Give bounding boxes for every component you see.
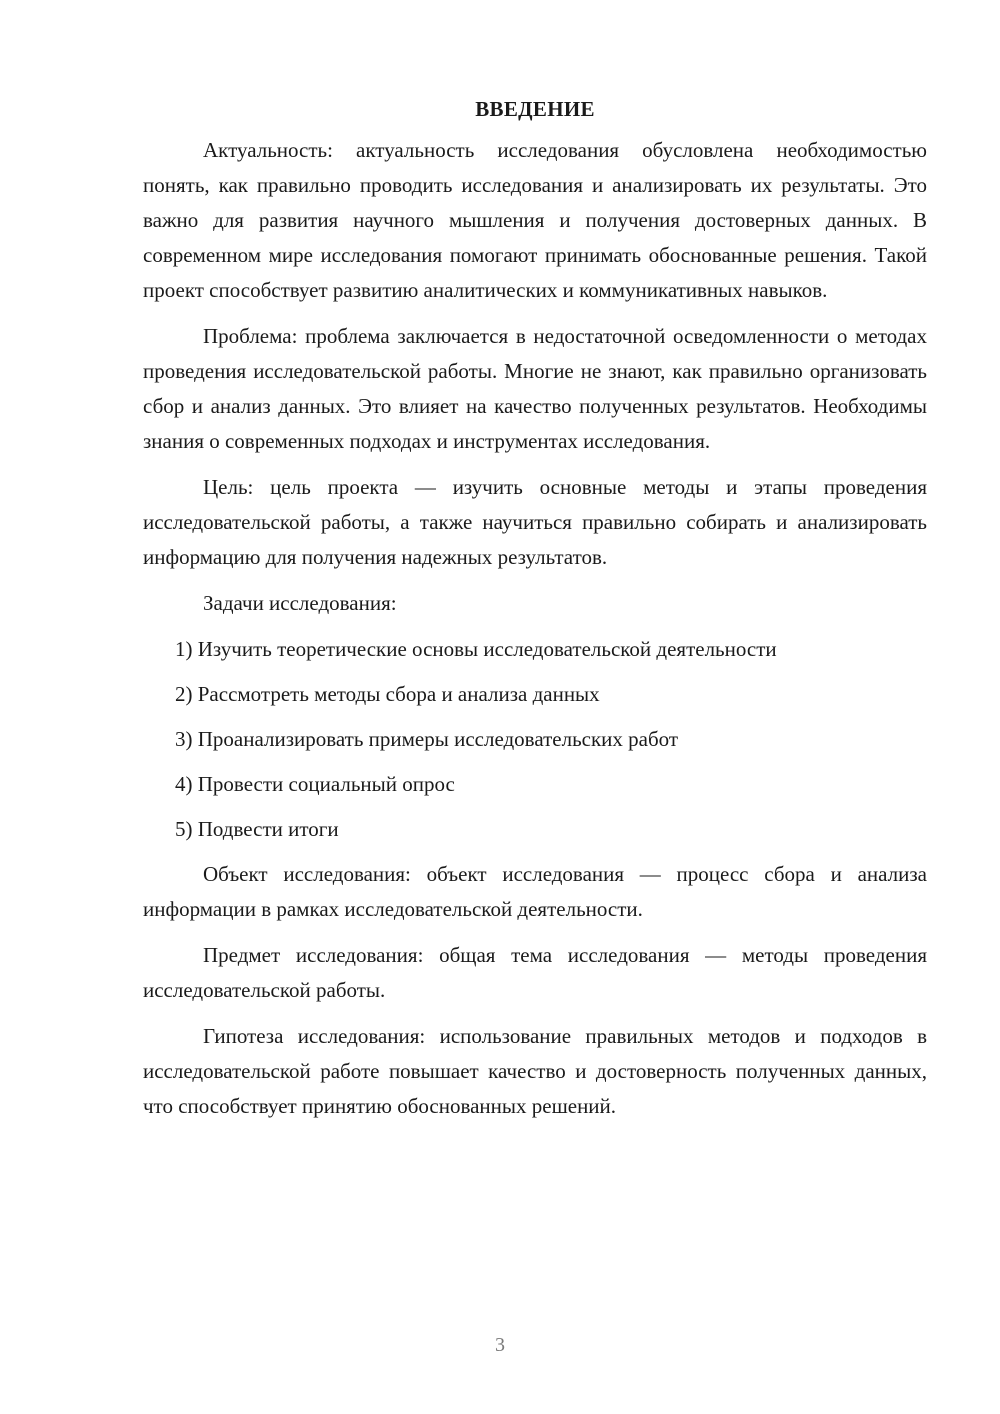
list-item: 2) Рассмотреть методы сбора и анализа данных xyxy=(175,682,600,706)
document-page xyxy=(143,92,927,1135)
paragraph-hypothesis: Гипотеза исследования: использование правильных методов и подходов в исследовательской работе повышает качество и достоверность полученных данных, что способствует принятию обоснованных решений. xyxy=(143,1024,927,1118)
paragraph-goal: Цель: цель проекта — изучить основные методы и этапы проведения исследовательской работы, а также научиться правильно собирать и анализировать информацию для получения надежных результатов. xyxy=(143,475,927,569)
list-item: 5) Подвести итоги xyxy=(175,817,339,841)
tasks-heading: Задачи исследования: xyxy=(203,591,397,615)
page-title: ВВЕДЕНИЕ xyxy=(475,97,595,121)
page-number: 3 xyxy=(495,1334,505,1356)
paragraph-relevance: Актуальность: актуальность исследования обусловлена необходимостью понять, как правильно проводить исследования и анализировать их результаты. Это важно для развития научного мышления и получения достоверных данных. В современном мире исследования помогают принимать обоснованные решения. Такой проект способствует развитию аналитических и коммуникативных навыков. xyxy=(143,138,927,302)
paragraph-subject: Предмет исследования: общая тема исследования — методы проведения исследовательской работы. xyxy=(143,943,927,1002)
list-item: 3) Проанализировать примеры исследовательских работ xyxy=(175,727,679,751)
paragraph-problem: Проблема: проблема заключается в недостаточной осведомленности о методах проведения исследовательской работы. Многие не знают, как правильно организовать сбор и анализ данных. Это влияет на качество полученных результатов. Необходимы знания о современных подходах и инструментах исследования. xyxy=(143,324,927,453)
list-item: 4) Провести социальный опрос xyxy=(175,772,455,796)
tasks-list xyxy=(143,632,927,847)
paragraph-object: Объект исследования: объект исследования — процесс сбора и анализа информации в рамках исследовательской деятельности. xyxy=(143,862,927,921)
list-item: 1) Изучить теоретические основы исследовательской деятельности xyxy=(175,637,777,661)
